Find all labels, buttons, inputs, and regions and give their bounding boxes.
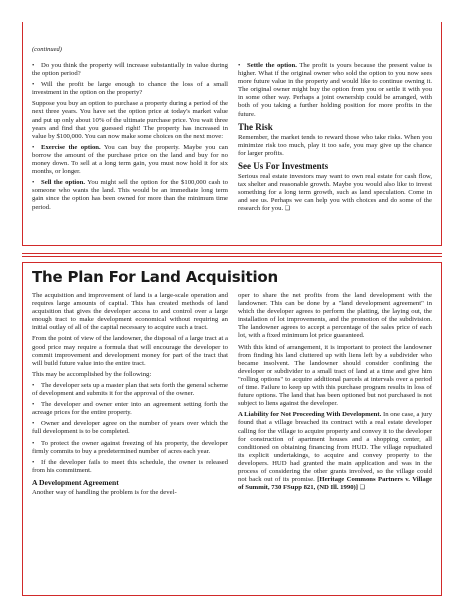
top-right-column <box>238 62 432 216</box>
bullet-icon: • <box>32 179 35 187</box>
liability-paragraph: A Liability for Not Proceeding With Development. In one case, a jury found that a village breached its contract with a real estate developer calling for the village to acquire property and convey it to the developer for construction of apartment houses and a shopping center, all conditioned on obtaining financing from HUD. The village repudiated its explicit undertakings, to acquire and convey property to the developers. HUD had granted the main application and was in the process of considering the other grants involved, so the village could not back out of its promise. [Heritage Commons Partners v. Village of Summit, 730 FSupp 821, (ND Ill. 1990)] ❑ <box>238 411 433 492</box>
exercise-option-bullet: • Exercise the option. You can buy the property. Maybe you can borrow the amount of the purchase price on the land and buy for no money down. To sell at a long term gain, you must now hold it for six months, or longer. <box>32 143 228 176</box>
bullet-icon: • <box>32 81 35 89</box>
see-us-heading: See Us For Investments <box>238 160 329 171</box>
bottom-left-column <box>32 292 228 500</box>
risk-paragraph: Remember, the market tends to reward those who take risks. When you minimize risk too much, play it too safe, you may give up the chance for larger profits. <box>238 133 432 157</box>
sell-option-bullet: • Sell the option. You might sell the option for the $100,000 cash to someone who wants the land. This would be an immediate long term gain since the option has been owned for more than the minimum time period. <box>32 179 229 211</box>
question-bullet-1: • Do you think the property will increase substantially in value during the option period? <box>32 62 228 78</box>
bullet-icon: • <box>32 401 35 409</box>
following-paragraph: This may be accomplished by the following: <box>32 370 152 378</box>
agreement-bullet: • The developer and owner enter into an agreement setting forth the acreage prices for the entire property. <box>32 401 228 417</box>
bullet-icon: • <box>32 143 35 151</box>
article-title: The Plan For Land Acquisition <box>32 268 278 286</box>
years-bullet: • Owner and developer agree on the number of years over which the full development is to be completed. <box>32 420 228 436</box>
bottom-right-column <box>238 292 432 495</box>
risk-heading: The Risk <box>238 121 273 132</box>
end-mark-icon: ❑ <box>284 206 291 213</box>
bullet-icon: • <box>238 62 241 69</box>
profit-sharing-paragraph: oper to share the net profits from the land development with the landowner. This can be done by a "land development agreement" in which the developer agrees to perform the platting, the laying out, the installation of lot improvements, and the promotion of the subdivision. The landowner agrees to accept a percentage of the sales price of each lot, with a fixed minimum lot price guaranteed. <box>238 292 432 340</box>
case-citation: [Heritage Commons Partners v. Village of Summit, 730 FSupp 821, (ND Ill. 1990)] <box>238 476 433 492</box>
option-scenario-paragraph: Suppose you buy an option to purchase a property during a period of the next three years. You have set the option price at today's market value and put up only about 10% of the ultimate purchase price. You wait three years and find that you guessed right! The property has increased in value by $100,000. You can now make some choices on the next move: <box>32 100 228 140</box>
section-divider-line-2 <box>22 256 442 257</box>
section-divider-line <box>22 253 442 254</box>
settle-option-bullet: • Settle the option. The profit is yours because the present value is higher. What if the original owner who sold the option to you now sees more future value in the property and would like to continue owning it. The original owner might buy the option from you or settle it with you in some other way. Perhaps a joint ownership could be arranged, with both of you taking a further holding position for more profits in the future. <box>238 62 432 118</box>
top-left-column <box>32 62 228 215</box>
continued-label: (continued) <box>32 46 62 53</box>
bullet-icon: • <box>32 381 35 389</box>
protect-owner-bullet: • To protect the owner against freezing of his property, the developer firmly commits to buy a predetermined number of acres each year. <box>32 439 228 455</box>
liens-paragraph: With this kind of arrangement, it is important to protect the landowner from finding his land cluttered up with liens left by a subdivider who became insolvent. The landowner should consider confining the developer or subdivider to a small tract of land at a time and give him "rolling options" to acquire additional parcels at intervals over a period of time. Failure to keep up with this purchase program results in loss of future options. The land that has been optioned but not purchased is not subject to liens against the developer. <box>238 343 432 408</box>
bullet-icon: • <box>32 420 35 428</box>
development-agreement-heading: A Development Agreement <box>32 477 119 487</box>
landowner-paragraph: From the point of view of the landowner, the disposal of a large tract at a good price may require a formula that will encourage the developer to commit improvement and development money for part of the tract that will build future value into the entire tract. <box>32 335 228 367</box>
bullet-icon: • <box>32 458 35 466</box>
master-plan-bullet: • The developer sets up a master plan that sets forth the general scheme of development and submits it for the approval of the owner. <box>32 381 228 398</box>
question-bullet-2: • Will the profit be large enough to chance the loss of a small investment in the option on the property? <box>32 81 228 97</box>
see-us-paragraph: Serious real estate investors may want to own real estate for cash flow, tax shelter and reasonable growth. Maybe you would also like to invest something for a long term growth, such as land speculation. Come in and see us. Perhaps we can help you with choices and do some of the research for you. ❑ <box>238 172 432 213</box>
bullet-icon: • <box>32 439 35 447</box>
development-agreement-paragraph: Another way of handling the problem is for the devel- <box>32 488 177 496</box>
intro-paragraph: The acquisition and improvement of land is a large-scale operation and requires large amounts of capital. This has created methods of land acquisition that gives the developer access to and control over a large enough tract to make development economical without requiring an initial outlay of all of the capital necessary to acquire such a tract. <box>32 292 228 332</box>
bullet-icon: • <box>32 62 35 69</box>
end-mark-icon: ❑ <box>359 485 366 492</box>
release-bullet: • If the developer fails to meet this schedule, the owner is released from his commitment. <box>32 458 228 474</box>
